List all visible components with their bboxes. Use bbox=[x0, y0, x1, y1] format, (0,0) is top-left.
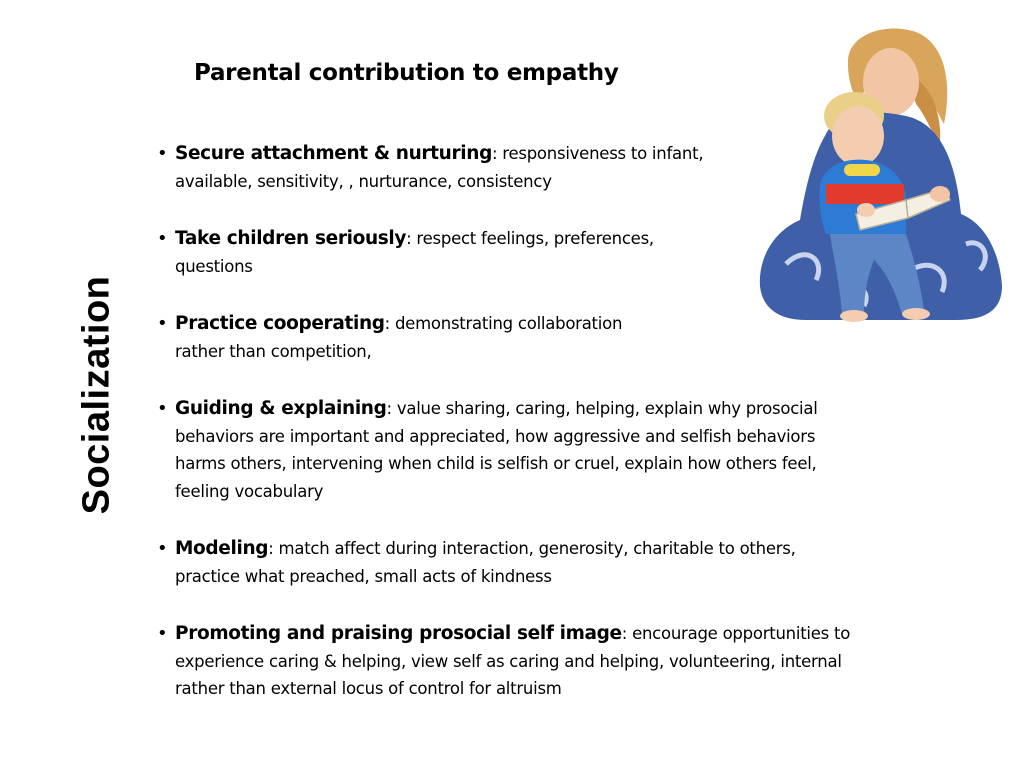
bullet-text: feeling vocabulary bbox=[175, 481, 324, 501]
bullet-heading: Take children seriously bbox=[175, 228, 407, 249]
bullet-text: rather than external locus of control for altruism bbox=[175, 679, 562, 698]
bullet-text: harms others, intervening when child is selfish or cruel, explain how others feel, bbox=[175, 454, 817, 473]
bullet-item bbox=[157, 535, 957, 590]
bullet-text: rather than competition, bbox=[175, 341, 372, 361]
bullet-item bbox=[157, 395, 957, 505]
bullet-text: available, sensitivity, , nurturance, consistency bbox=[175, 171, 552, 191]
bullet-heading: Promoting and praising prosocial self image bbox=[175, 623, 622, 644]
bullet-heading: Secure attachment & nurturing bbox=[175, 143, 492, 164]
child-collar bbox=[844, 164, 880, 176]
mother-hand bbox=[930, 186, 950, 202]
child-shirt-stripe bbox=[826, 184, 904, 204]
bullet-text: practice what preached, small acts of kindness bbox=[175, 566, 552, 586]
bullet-item bbox=[157, 620, 957, 703]
bullet-text: : encourage opportunities to bbox=[621, 624, 851, 643]
bullet-heading: Guiding & explaining bbox=[175, 398, 387, 419]
bullet-heading: Modeling bbox=[175, 538, 269, 559]
child-foot bbox=[902, 308, 930, 320]
bullet-text: behaviors are important and appreciated, how aggressive and selfish behaviors bbox=[175, 426, 816, 446]
bullet-text: : match affect during interaction, generosity, charitable to others, bbox=[268, 539, 796, 558]
bullet-heading: Practice cooperating bbox=[175, 313, 385, 334]
bullet-text: : respect feelings, preferences, bbox=[406, 229, 654, 248]
bullet-text: : demonstrating collaboration bbox=[384, 314, 623, 333]
bullet-text: experience caring & helping, view self as caring and helping, volunteering, internal bbox=[175, 651, 842, 671]
child-hand bbox=[857, 203, 875, 217]
bullet-text: : responsiveness to infant, bbox=[491, 144, 704, 163]
bullet-text: questions bbox=[175, 256, 253, 276]
child-face bbox=[832, 106, 884, 166]
mother-child-reading-photo bbox=[756, 24, 1002, 324]
bullet-text: : value sharing, caring, helping, explain why prosocial bbox=[386, 399, 818, 418]
child-foot bbox=[840, 310, 868, 322]
side-title: Socialization bbox=[75, 275, 118, 515]
slide-title: Parental contribution to empathy bbox=[194, 60, 619, 86]
